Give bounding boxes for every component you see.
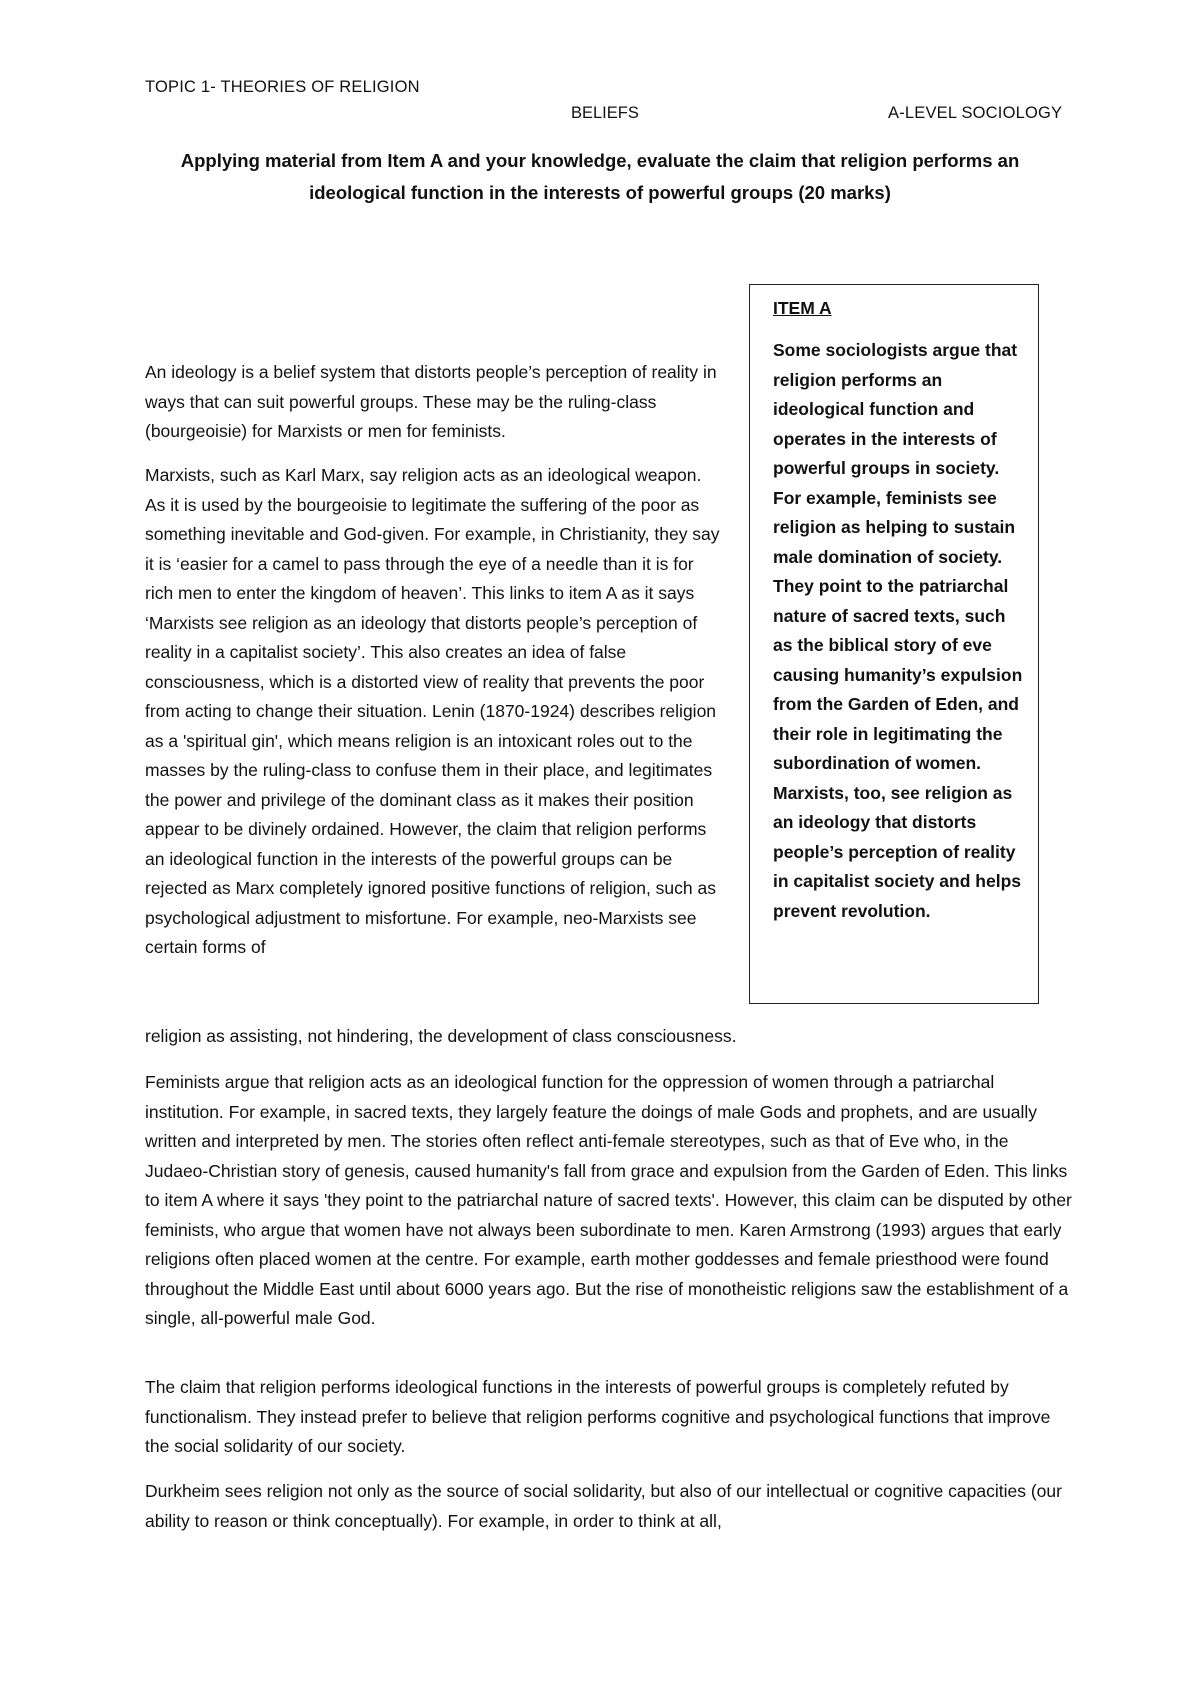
paragraph-feminists: Feminists argue that religion acts as an ideological function for the oppression of women through a patriarchal institution. For example, in sacred texts, they largely feature the doings of male Gods and prophets, and are usually written and interpreted by men. The stories often reflect anti-female stereotypes, such as that of Eve who, in the Judaeo-Christian story of genesis, caused humanity's fall from grace and expulsion from the Garden of Eden. This links to item A where it says 'they point to the patriarchal nature of sacred texts'. However, this claim can be disputed by other feminists, who argue that women have not always been subordinate to men. Karen Armstrong (1993) argues that early religions often placed women at the centre. For example, earth mother goddesses and female priesthood were found throughout the Middle East until about 6000 years ago. But the rise of monotheistic religions saw the establishment of a single, all-powerful male God.: [145, 1072, 1072, 1328]
header-section: BELIEFS: [571, 104, 639, 122]
paragraph-durkheim: Durkheim sees religion not only as the source of social solidarity, but also of our intellectual or cognitive capacities (our ability to reason or think conceptually). For example, in order to think at all,: [145, 1481, 1062, 1531]
item-a-box: [749, 284, 1039, 1004]
item-a-body: Some sociologists argue that religion performs an ideological function and operates in the interests of powerful groups in society. For example, feminists see religion as helping to sustain male domination of society. They point to the patriarchal nature of sacred texts, such as the biblical story of eve causing humanity’s expulsion from the Garden of Eden, and their role in legitimating the subordination of women. Marxists, too, see religion as an ideology that distorts people’s perception of reality in capitalist society and helps prevent revolution.: [773, 340, 1023, 921]
essay-question: Applying material from Item A and your knowledge, evaluate the claim that religion performs an ideological function in the interests of powerful groups (20 marks): [180, 150, 1020, 203]
paragraph-marxists-end: religion as assisting, not hindering, the development of class consciousness.: [145, 1026, 737, 1046]
header-topic: TOPIC 1- THEORIES OF RELIGION: [145, 78, 420, 96]
item-a-title: ITEM A: [773, 298, 832, 318]
paragraph-marxists: Marxists, such as Karl Marx, say religion acts as an ideological weapon. As it is used by the bourgeoisie to legitimate the suffering of the poor as something inevitable and God-given. For example, in Christianity, they say it is ‘easier for a camel to pass through the eye of a needle than it is for rich men to enter the kingdom of heaven’. This links to item A as it says ‘Marxists see religion as an ideology that distorts people’s perception of reality in a capitalist society’. This also creates an idea of false consciousness, which is a distorted view of reality that prevents the poor from acting to change their situation. Lenin (1870-1924) describes religion as a 'spiritual gin', which means religion is an intoxicant roles out to the masses by the ruling-class to confuse them in their place, and legitimates the power and privilege of the dominant class as it makes their position appear to be divinely ordained. However, the claim that religion performs an ideological function in the interests of the powerful groups can be rejected as Marx completely ignored positive functions of religion, such as psychological adjustment to misfortune. For example, neo-Marxists see certain forms of: [145, 465, 720, 957]
header-level: A-LEVEL SOCIOLOGY: [888, 104, 1063, 122]
paragraph-functionalism: The claim that religion performs ideological functions in the interests of powerful groups is completely refuted by functionalism. They instead prefer to believe that religion performs cognitive and psychological functions that improve the social solidarity of our society.: [145, 1377, 1051, 1456]
paragraph-ideology: An ideology is a belief system that distorts people’s perception of reality in ways that can suit powerful groups. These may be the ruling-class (bourgeoisie) for Marxists or men for feminists.: [145, 362, 717, 441]
